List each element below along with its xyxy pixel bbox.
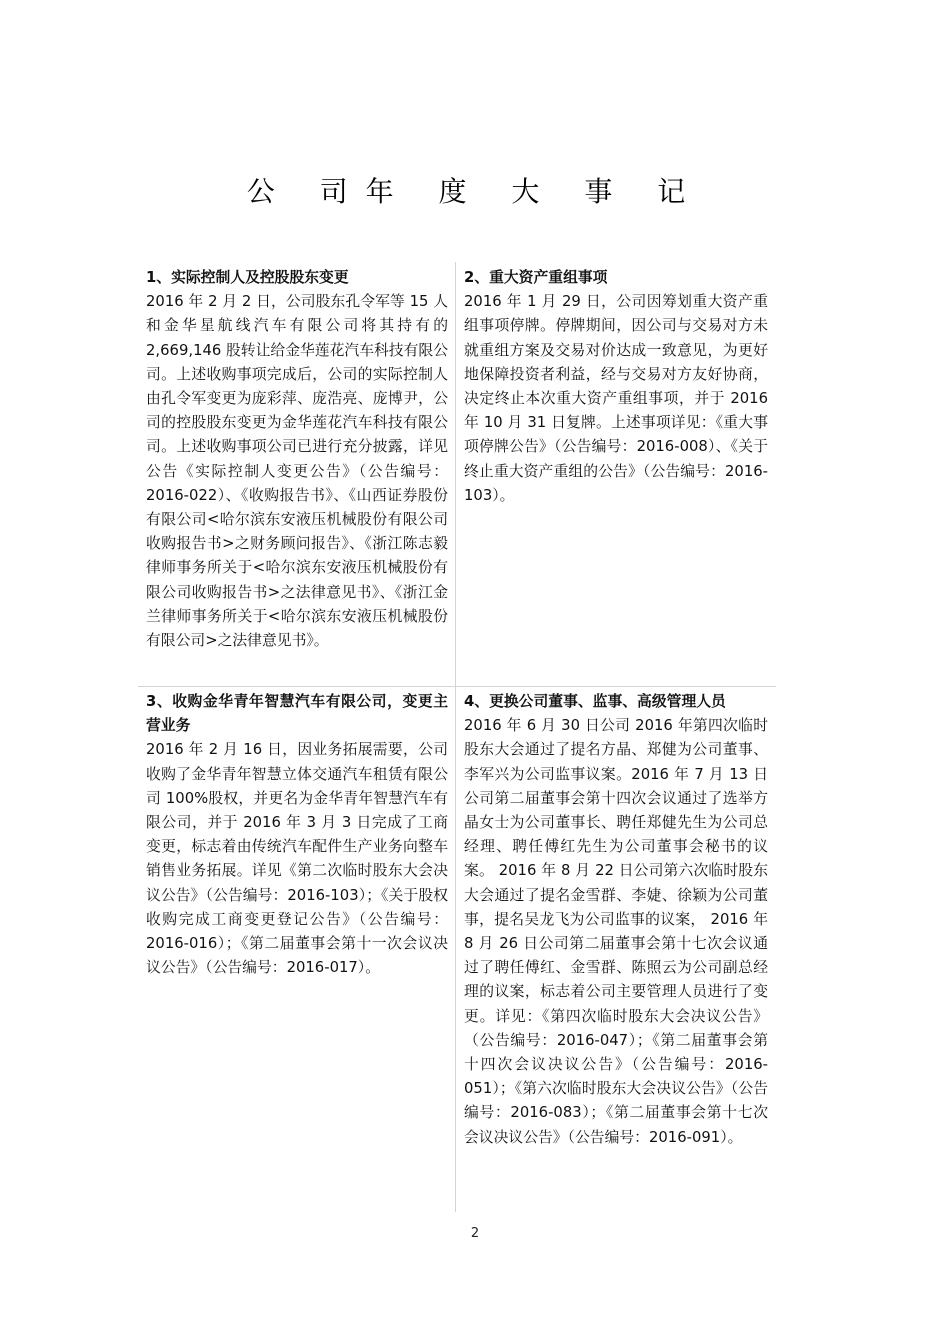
event-heading: 1、实际控制人及控股股东变更 — [146, 269, 349, 286]
event-cell-restructuring — [456, 262, 776, 686]
page-title: 公 司年 度 大 事 记 — [246, 175, 704, 208]
event-body: 2016 年 2 月 16 日，因业务拓展需要，公司收购了金华青年智慧立体交通汽车租赁有限公司 100%股权，并更名为金华青年智慧汽车有限公司，并于 2016 年 3 月 3 日完成了工商变更，标志着由传统汽车配件生产业务向整车销售业务拓展。详见《第二次临时股东大会决议公告》（公告编号：2016-103）；《关于股权收购完成工商变更登记公告》（公告编号：2016-016）；《第二届董事会第十一次会议决议公告》（公告编号：2016-017）。 — [146, 741, 448, 977]
event-cell-management-change — [456, 686, 776, 1212]
event-heading: 4、更换公司董事、监事、高级管理人员 — [464, 693, 726, 710]
event-body: 2016 年 2 月 2 日，公司股东孔令军等 15 人和金华星航线汽车有限公司将其持有的 2,669,146 股转让给金华莲花汽车科技有限公司。上述收购事项完成后，公司的实际控制人由孔令军变更为庞彩萍、庞浩亮、庞博尹，公司的控股股东变更为金华莲花汽车科技有限公司。上述收购事项公司已进行充分披露，详见公告《实际控制人变更公告》（公告编号：2016-022）、《收购报告书》、《山西证券股份有限公司<哈尔滨东安液压机械股份有限公司收购报告书>之财务顾问报告》、《浙江陈志毅律师事务所关于<哈尔滨东安液压机械股份有限公司收购报告书>之法律意见书》、《浙江金兰律师事务所关于<哈尔滨东安液压机械股份有限公司>之法律意见书》。 — [146, 293, 448, 650]
event-cell-acquisition — [138, 686, 456, 1212]
events-table — [138, 262, 776, 1212]
event-cell-control-change — [138, 262, 456, 686]
event-body: 2016 年 6 月 30 日公司 2016 年第四次临时股东大会通过了提名方晶、郑健为公司董事、李军兴为公司监事议案。2016 年 7 月 13 日公司第二届董事会第十四次会议通过了选举方晶女士为公司董事长、聘任郑健先生为公司总经理、聘任傅红先生为公司董事会秘书的议案。 2016 年 8 月 22 日公司第六次临时股东大会通过了提名金雪群、李婕、徐颖为公司董事，提名吴龙飞为公司监事的议案， 2016 年 8 月 26 日公司第二届董事会第十七次会议通过了聘任傅红、金雪群、陈照云为公司副总经理的议案，标志着公司主要管理人员进行了变更。详见：《第四次临时股东大会决议公告》（公告编号：2016-047）；《第二届董事会第十四次会议决议公告》（公告编号：2016-051）；《第六次临时股东大会决议公告》（公告编号：2016-083）；《第二届董事会第十七次会议决议公告》（公告编号：2016-091）。 — [464, 717, 768, 1146]
event-body: 2016 年 1 月 29 日，公司因筹划重大资产重组事项停牌。停牌期间，因公司与交易对方未就重组方案及交易对价达成一致意见，为更好地保障投资者利益，经与交易对方友好协商，决定终止本次重大资产重组事项，并于 2016 年 10 月 31 日复牌。上述事项详见：《重大事项停牌公告》（公告编号：2016-008）、《关于终止重大资产重组的公告》（公告编号：2016-103）。 — [464, 293, 768, 504]
event-heading: 3、收购金华青年智慧汽车有限公司，变更主营业务 — [146, 693, 448, 735]
event-heading: 2、重大资产重组事项 — [464, 269, 608, 286]
page-number: 2 — [470, 1226, 480, 1241]
